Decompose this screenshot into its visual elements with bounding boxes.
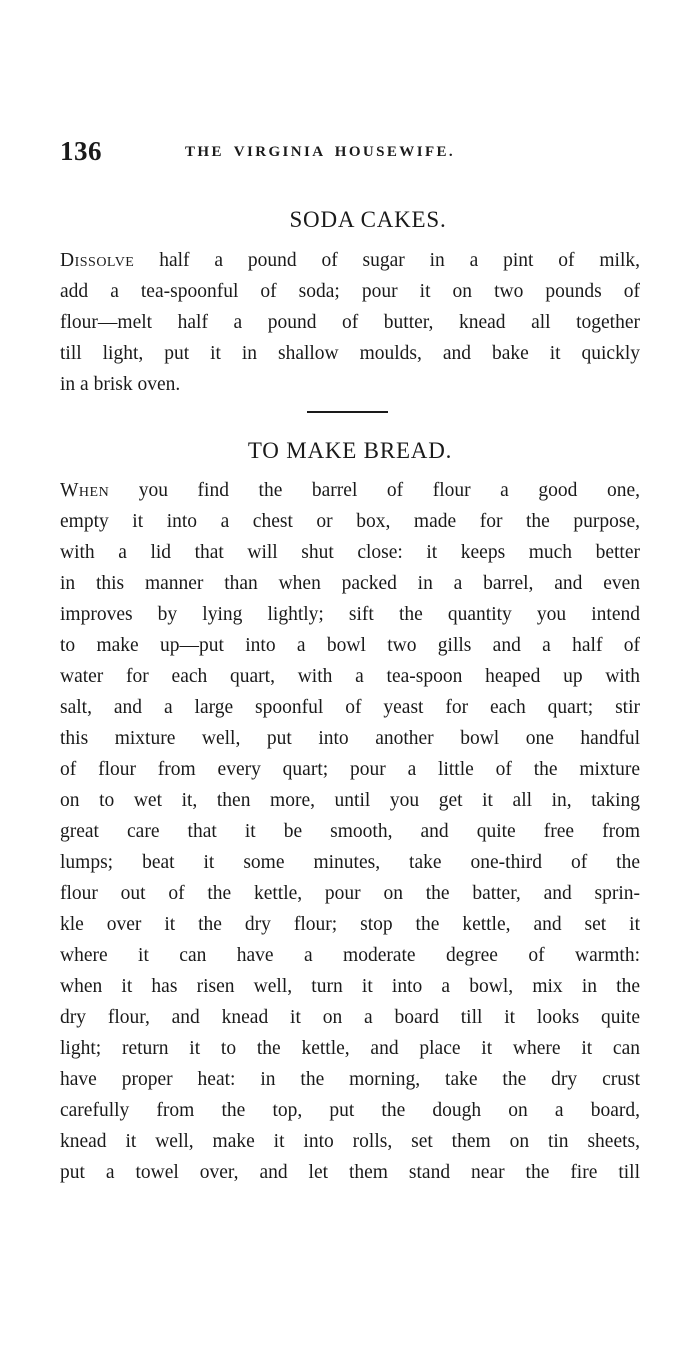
- drop-word: When: [60, 480, 110, 501]
- recipe-title-make-bread: TO MAKE BREAD.: [247, 438, 453, 463]
- recipe-body-soda-cakes: [60, 245, 640, 400]
- text-line: of flour from every quart; pour a little of the mixture: [60, 759, 640, 780]
- text-line: flour—melt half a pound of butter, knead all together: [60, 312, 640, 333]
- text-line: put a towel over, and let them stand near the fire till: [60, 1162, 640, 1183]
- page-header: [60, 136, 640, 168]
- recipe-body-make-bread: [60, 475, 640, 1188]
- text-line: lumps; beat it some minutes, take one-third of the: [60, 852, 640, 873]
- text-line: carefully from the top, put the dough on a board,: [60, 1100, 640, 1121]
- text-line: knead it well, make it into rolls, set them on tin sheets,: [60, 1131, 640, 1152]
- text-line: this mixture well, put into another bowl one handful: [60, 728, 640, 749]
- text-line: great care that it be smooth, and quite free from: [60, 821, 640, 842]
- text-line: Dissolve half a pound of sugar in a pint of milk,: [60, 250, 640, 271]
- running-title: THE VIRGINIA HOUSEWIFE.: [185, 144, 456, 160]
- page-number: 136: [60, 136, 102, 166]
- text-line: improves by lying lightly; sift the quantity you intend: [60, 604, 640, 625]
- text-line: flour out of the kettle, pour on the batter, and sprin-: [60, 883, 640, 904]
- text-line: to make up—put into a bowl two gills and a half of: [60, 635, 640, 656]
- text-line: when it has risen well, turn it into a bowl, mix in the: [60, 976, 640, 997]
- text-line: water for each quart, with a tea-spoon heaped up with: [60, 666, 640, 687]
- section-divider: [307, 411, 388, 413]
- text-line: add a tea-spoonful of soda; pour it on two pounds of: [60, 281, 640, 302]
- text-line: in this manner than when packed in a barrel, and even: [60, 573, 640, 594]
- text-line: have proper heat: in the morning, take the dry crust: [60, 1069, 640, 1090]
- text-line: kle over it the dry flour; stop the kettle, and set it: [60, 914, 640, 935]
- drop-word: Dissolve: [60, 250, 135, 271]
- text-line: with a lid that will shut close: it keeps much better: [60, 542, 640, 563]
- text-line: on to wet it, then more, until you get it all in, taking: [60, 790, 640, 811]
- text-line: empty it into a chest or box, made for the purpose,: [60, 511, 640, 532]
- text-line: light; return it to the kettle, and place it where it can: [60, 1038, 640, 1059]
- text-line: When you find the barrel of flour a good one,: [60, 480, 640, 501]
- text-line: in a brisk oven.: [60, 374, 181, 395]
- text-line: dry flour, and knead it on a board till it looks quite: [60, 1007, 640, 1028]
- recipe-title-soda-cakes: SODA CAKES.: [289, 207, 447, 232]
- text-line: till light, put it in shallow moulds, and bake it quickly: [60, 343, 640, 364]
- text-line: where it can have a moderate degree of warmth:: [60, 945, 640, 966]
- text-line: salt, and a large spoonful of yeast for each quart; stir: [60, 697, 640, 718]
